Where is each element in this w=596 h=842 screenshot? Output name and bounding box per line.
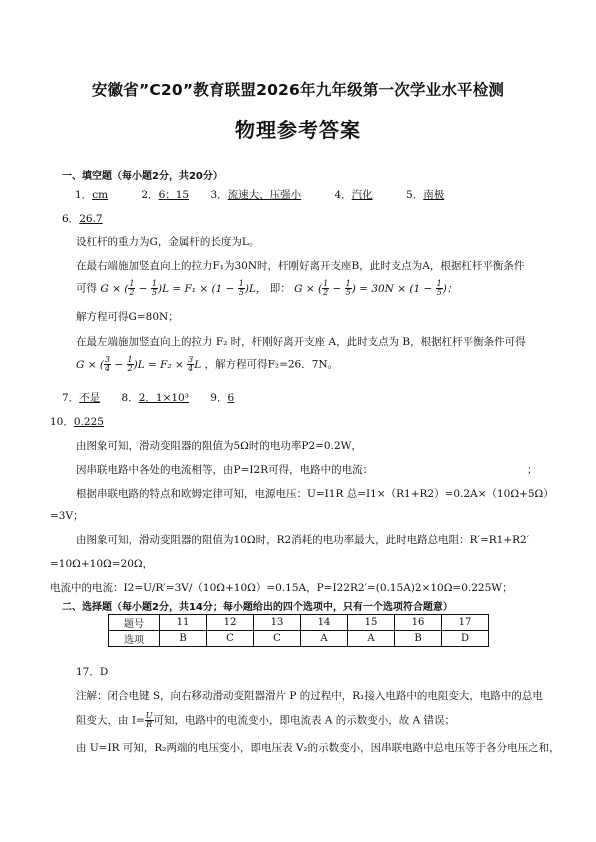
q5-answer: 南极 <box>423 189 445 201</box>
q6-line-5: 在最左端施加竖直向上的拉力 F₂ 时，杆刚好离开支座 A，此时支点为 B，根据杠杆平衡条件可得 <box>76 336 526 348</box>
q4-number: 4． <box>334 189 352 201</box>
formula-3: G × ( $\frac{3}{4}$ − $\frac{1}{2}$ )L = F₂ × $\frac{3}{4}$ L <box>76 355 202 373</box>
q4-answer: 汽化 <box>351 189 373 201</box>
table-cell: 11 <box>160 615 207 631</box>
q6-line-1: 设杠杆的重力为G，金属杆的长度为L。 <box>76 236 260 248</box>
table-row <box>109 631 489 647</box>
section-2-heading: 二、选择题（每小题2分，共14分；每小题给出的四个选项中，只有一个选项符合题意） <box>62 602 453 613</box>
q1-number: 1． <box>75 189 93 201</box>
q6-line-3 <box>76 280 457 297</box>
table-cell: 17 <box>442 615 489 631</box>
table-header-option: 选项 <box>109 631 160 647</box>
formula-2: G × ( $\frac{1}{2}$ − $\frac{1}{5}$ ) = 30N × (1 − $\frac{1}{5}$ )； <box>294 279 458 297</box>
q8-answer: 2．1×10³ <box>138 392 189 404</box>
q3-answer: 流速大、压强小 <box>227 189 302 201</box>
q3-number: 3． <box>210 189 228 201</box>
q7-answer: 不是 <box>79 392 101 404</box>
q17-line-1: 注解：闭合电键 S，向右移动滑动变阻器滑片 P 的过程中，R₁接入电路中的电阻变大，电路中的总电 <box>76 690 543 702</box>
q6-line-2: 在最右端施加竖直向上的拉力F₁为30N时，杆刚好离开支座B，此时支点为A，根据杠杆平衡条件 <box>76 260 525 272</box>
q17-label: 17．D <box>76 666 109 678</box>
exam-title: 安徽省”C20”教育联盟2026年九年级第一次学业水平检测 <box>91 81 505 99</box>
q10-line-2-tail: ； <box>527 464 538 476</box>
table-row <box>109 615 489 631</box>
q6-line-4: 解方程可得G=80N； <box>76 311 179 323</box>
table-cell: 14 <box>301 615 348 631</box>
q1-answer: cm <box>92 189 109 201</box>
q10-answer: 0.225 <box>73 416 104 428</box>
q10-header <box>50 414 104 429</box>
q2-answer: 6：15 <box>158 189 190 201</box>
table-cell: A <box>301 631 348 647</box>
q6-line-3-label: 可得 <box>76 282 97 295</box>
q10-line-4: =3V； <box>50 510 84 522</box>
q7-number: 7． <box>62 392 80 404</box>
q17-line-3: 由 U=IR 可知，R₂两端的电压变小，即电压表 V₂的示数变小，因串联电路中总电压等于各分电压之和， <box>76 742 560 754</box>
table-cell: 15 <box>348 615 395 631</box>
formula-1: G × ( $\frac{1}{2}$ − $\frac{1}{5}$ )L = F₁ × (1 − $\frac{1}{5}$ )L， <box>100 279 267 297</box>
table-cell: A <box>348 631 395 647</box>
table-cell: B <box>160 631 207 647</box>
table-cell: B <box>395 631 442 647</box>
answer-title: 物理参考答案 <box>235 118 361 142</box>
q17-line-2: 阻变大，由 I= $\frac{U}{R}$ 可知，电路中的电流变小，即电流表 A 的示数变小，故 A 错误； <box>76 711 456 729</box>
table-header-number: 题号 <box>109 615 160 631</box>
table-cell: 13 <box>254 615 301 631</box>
q9-answer: 6 <box>227 392 235 404</box>
ohm-fraction: $\frac{U}{R}$ <box>145 711 153 729</box>
q6-number: 6． <box>62 213 80 225</box>
table-cell: 12 <box>207 615 254 631</box>
q10-line-1: 由图象可知，滑动变阻器的阻值为5Ω时的电功率P2=0.2W， <box>76 440 362 452</box>
q10-line-6: =10Ω+10Ω=20Ω， <box>50 558 154 570</box>
q2-number: 2． <box>141 189 159 201</box>
q6-header <box>62 211 103 226</box>
q6-line-6-tail: ，解方程可得F₂=26．7N。 <box>204 358 339 371</box>
answers-row-1 <box>75 187 444 202</box>
table-cell: C <box>254 631 301 647</box>
q10-line-5: 由图象可知，滑动变阻器的阻值为10Ω时，R2消耗的电功率最大，此时电路总电阻：R′=R1+R2′ <box>76 534 530 546</box>
section-1-heading: 一、填空题（每小题2分，共20分） <box>62 171 223 182</box>
answer-table <box>108 614 489 647</box>
q9-number: 9． <box>210 392 228 404</box>
q10-number: 10． <box>50 416 74 428</box>
table-cell: C <box>207 631 254 647</box>
table-cell: 16 <box>395 615 442 631</box>
q6-line-6 <box>76 356 338 373</box>
q10-line-2: 因串联电路中各处的电流相等，由P=I2R可得，电路中的电流： <box>76 464 374 476</box>
q5-number: 5． <box>406 189 424 201</box>
q6-line-3-mid: 即： <box>269 282 291 295</box>
q6-answer: 26.7 <box>79 213 103 225</box>
q10-line-3: 根据串联电路的特点和欧姆定律可知，电源电压：U=I1R 总=I1×（R1+R2）=0.2A×（10Ω+5Ω） <box>76 488 554 500</box>
q10-line-7: 电流中的电流：I2=U/R′=3V/（10Ω+10Ω）=0.15A，P=I22R2′=(0.15A)2×10Ω=0.225W； <box>50 582 513 594</box>
table-cell: D <box>442 631 489 647</box>
answers-row-2 <box>62 390 234 405</box>
q8-number: 8． <box>121 392 139 404</box>
